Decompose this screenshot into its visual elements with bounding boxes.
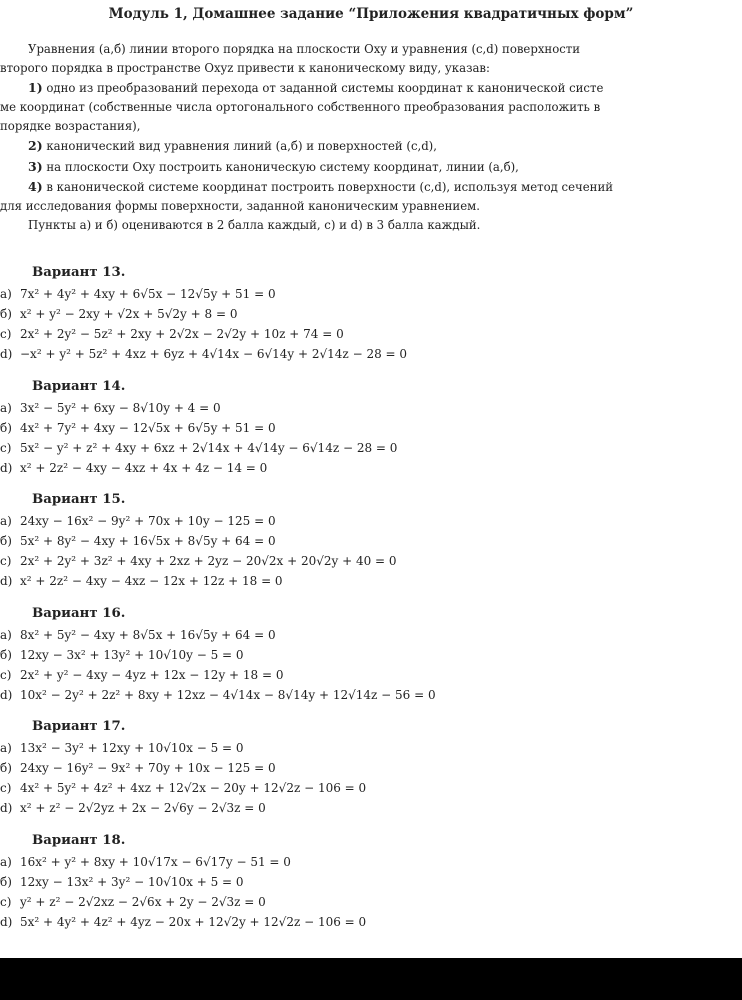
equation-text: 2x² + 2y² − 5z² + 2xy + 2√2x − 2√2y + 10z + 74 = 0 [20, 327, 344, 341]
equation-text: 2x² + y² − 4xy − 4yz + 12x − 12y + 18 = 0 [20, 667, 284, 682]
equation-text: 8x² + 5y² − 4xy + 8√5x + 16√5y + 64 = 0 [20, 627, 276, 642]
equation-label: б) [0, 874, 12, 889]
equation-text: y² + z² − 2√2xz − 2√6x + 2y − 2√3z = 0 [20, 894, 266, 909]
equation-b [0, 758, 742, 778]
task-item-2 [0, 136, 742, 156]
equation-a [0, 284, 742, 304]
variant-title: Вариант 18. [32, 832, 126, 848]
equation-a [0, 625, 742, 645]
equation-label: c) [0, 667, 12, 682]
equation-b [0, 304, 742, 324]
variant-title: Вариант 17. [32, 719, 126, 735]
equation-text: 12xy − 13x² + 3y² − 10√10x + 5 = 0 [20, 874, 244, 889]
variant-title: Вариант 14. [32, 378, 126, 394]
intro-line: канонический вид уравнения линий (a,б) и поверхностей (c,d), [46, 139, 437, 154]
variant-16 [0, 603, 742, 717]
equation-text: 4x² + 7y² + 4xy − 12√5x + 6√5y + 51 = 0 [20, 420, 276, 435]
equation-label: c) [0, 894, 12, 909]
equation-b [0, 531, 742, 551]
equation-label: б) [0, 761, 12, 776]
equation-label: б) [0, 647, 12, 662]
equation-label: a) [0, 854, 12, 869]
equation-label: c) [0, 781, 12, 796]
equation-text: 24xy − 16x² − 9y² + 70x + 10y − 125 = 0 [20, 514, 276, 529]
variant-title: Вариант 16. [32, 605, 126, 621]
equation-c [0, 892, 742, 912]
item-number: 4) [28, 178, 43, 194]
equation-label: d) [0, 460, 13, 475]
equation-text: x² + 2z² − 4xy − 4xz + 4x + 4z − 14 = 0 [20, 460, 268, 475]
equation-d [0, 912, 742, 932]
task-item-4 [0, 177, 742, 197]
equation-label: a) [0, 400, 12, 415]
variants-list [0, 262, 742, 944]
equation-label: a) [0, 287, 12, 301]
equation-d [0, 458, 742, 478]
equation-label: c) [0, 440, 12, 455]
intro-line: порядке возрастания), [0, 119, 141, 134]
equation-a [0, 738, 742, 758]
variant-title: Вариант 15. [32, 492, 126, 508]
variant-17 [0, 716, 742, 830]
equation-text: 5x² + 8y² − 4xy + 16√5x + 8√5y + 64 = 0 [20, 534, 276, 549]
task-item-1 [0, 78, 742, 98]
equation-label: a) [0, 514, 12, 529]
equation-text: 24xy − 16y² − 9x² + 70y + 10x − 125 = 0 [20, 761, 276, 776]
variant-14 [0, 376, 742, 490]
intro-line: на плоскости Oxy построить каноническую систему координат, линии (a,б), [46, 159, 519, 174]
equation-label: d) [0, 347, 13, 361]
equation-c [0, 551, 742, 571]
equation-b [0, 645, 742, 665]
intro-line: для исследования формы поверхности, заданной каноническим уравнением. [0, 198, 480, 213]
intro-line: Уравнения (a,б) линии второго порядка на плоскости Oxy и уравнения (c,d) поверхности [28, 42, 581, 56]
equation-text: 7x² + 4y² + 4xy + 6√5x − 12√5y + 51 = 0 [20, 287, 276, 301]
intro-line: второго порядка в пространстве Oxyz привести к каноническому виду, указав: [0, 61, 490, 76]
item-number: 3) [28, 158, 43, 174]
equation-a [0, 398, 742, 418]
equation-d [0, 798, 742, 818]
equation-label: d) [0, 687, 13, 702]
equation-label: a) [0, 627, 12, 642]
equation-a [0, 852, 742, 872]
intro-line: в канонической системе координат построить поверхности (c,d), используя метод сечений [46, 179, 614, 194]
equation-text: 3x² − 5y² + 6xy − 8√10y + 4 = 0 [20, 400, 221, 415]
equation-c [0, 438, 742, 458]
equation-b [0, 872, 742, 892]
variant-15 [0, 489, 742, 603]
equation-d [0, 685, 742, 705]
variant-13 [0, 262, 742, 376]
variant-title: Вариант 13. [32, 265, 126, 280]
equation-d [0, 344, 742, 364]
equation-text: x² + y² − 2xy + √2x + 5√2y + 8 = 0 [20, 307, 238, 321]
equation-label: d) [0, 914, 13, 929]
equation-text: 10x² − 2y² + 2z² + 8xy + 12xz − 4√14x − 8√14y + 12√14z − 56 = 0 [20, 687, 436, 702]
equation-label: a) [0, 741, 12, 756]
equation-c [0, 665, 742, 685]
equation-a [0, 511, 742, 531]
grading-note: Пункты a) и б) оцениваются в 2 балла каждый, c) и d) в 3 балла каждый. [28, 217, 481, 232]
equation-c [0, 778, 742, 798]
equation-text: 12xy − 3x² + 13y² + 10√10y − 5 = 0 [20, 647, 244, 662]
equation-label: d) [0, 801, 13, 816]
equation-d [0, 571, 742, 591]
equation-text: 16x² + y² + 8xy + 10√17x − 6√17y − 51 = 0 [20, 854, 291, 869]
equation-label: б) [0, 534, 12, 549]
equation-text: 5x² − y² + z² + 4xy + 6xz + 2√14x + 4√14y − 6√14z − 28 = 0 [20, 440, 398, 455]
equation-label: c) [0, 554, 12, 569]
equation-label: б) [0, 420, 12, 435]
equation-text: 13x² − 3y² + 12xy + 10√10x − 5 = 0 [20, 741, 244, 756]
equation-c [0, 324, 742, 344]
equation-label: б) [0, 307, 12, 321]
intro-line: одно из преобразований перехода от заданной системы координат к канонической систе [46, 81, 604, 96]
item-number: 2) [28, 138, 43, 154]
item-number: 1) [28, 80, 43, 96]
equation-text: 4x² + 5y² + 4z² + 4xz + 12√2x − 20y + 12√2z − 106 = 0 [20, 781, 367, 796]
equation-b [0, 418, 742, 438]
intro-line: ме координат (собственные числа ортогонального собственного преобразования расположить в [0, 100, 601, 115]
equation-text: x² + z² − 2√2yz + 2x − 2√6y − 2√3z = 0 [20, 801, 266, 816]
variant-18 [0, 830, 742, 944]
equation-text: 5x² + 4y² + 4z² + 4yz − 20x + 12√2y + 12√2z − 106 = 0 [20, 914, 367, 929]
task-item-3 [0, 157, 742, 177]
equation-text: x² + 2z² − 4xy − 4xz − 12x + 12z + 18 = 0 [20, 574, 283, 589]
task-description [0, 40, 742, 235]
page-title: Модуль 1, Домашнее задание “Приложения квадратичных форм” [108, 6, 634, 22]
equation-text: −x² + y² + 5z² + 4xz + 6yz + 4√14x − 6√14y + 2√14z − 28 = 0 [20, 347, 408, 361]
equation-text: 2x² + 2y² + 3z² + 4xy + 2xz + 2yz − 20√2x + 20√2y + 40 = 0 [20, 554, 397, 569]
equation-label: c) [0, 327, 12, 341]
equation-label: d) [0, 574, 13, 589]
